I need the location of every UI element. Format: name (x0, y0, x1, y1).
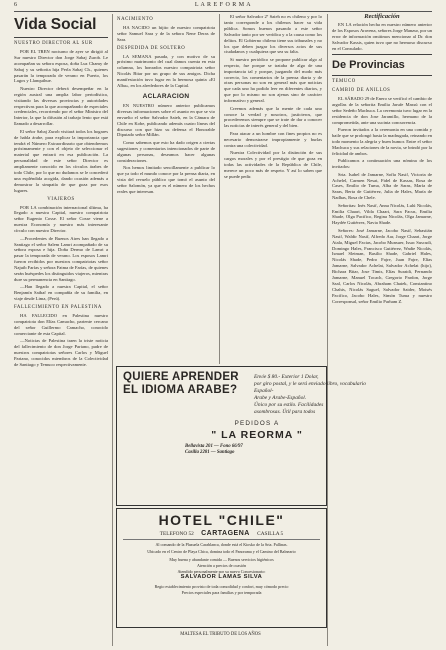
section-rule (332, 75, 432, 76)
paragraph: Fueron invitados a la ceremonia en una comida y baile que se prolongó hasta la madrugada, reinando en todo momento la alegría y buen humor. Entre el señor Machuca y sus relaciones de la novia, se brindó por la felicidad de ambos. (332, 127, 432, 156)
header-rule (14, 11, 432, 12)
ad-casilla-line: Casilla 2281 — Santiago (185, 449, 235, 455)
hotel-line: Ubicado en el Centro de Playa Chica, domina todo el Panorama y el Camino del Balneario (147, 549, 296, 554)
subheading-cambio-de-anillos: CAMBIO DE ANILLOS (332, 88, 391, 94)
column-divider (112, 14, 113, 646)
heading-temuco: TEMUCO (332, 79, 356, 85)
paragraph: Si nuestro periódico se propone publicar algo al respecto, fue porque se trataba de algo de una importancia tal y porque, juzgando del modo más correcto, los comentarios de la prensa diaria y de otras personas no son en general más que noticias que cada uno ha podido leer en diferentes diarios, y que por lo mismo no son ajenas sino de carácter informativo y general. (224, 56, 322, 104)
paragraph: Para atacar a un hombre con fines propios no es necesario demostrarse impropiamente y burlas contra una colectividad. (224, 130, 322, 148)
title-rule (14, 37, 108, 38)
paragraph: EN NUESTRO número anterior publicamos diversas informaciones sobre el asunto en que se vio envuelto el señor Salvador Saieh, en la Cámara de Chile en Kobe, publicando además cuatro líneas del discurso con que hizo su defensa el Honorable Diputado señor Millán. (117, 102, 215, 138)
ad-brand: " LA REORMA " (211, 429, 303, 441)
paragraph: HA FALLECIDO en Palestina nuestro compatriota don Elías Camacho, pariente cercano del señor Guillermo Camacho, conocido comerciante de esta Capital. (14, 312, 108, 336)
ad-body-line: asombrosas. Útil para todos (254, 409, 316, 415)
hotel-line: Regio establecimiento provisto de toda comodidad y confort, muy cómodo precio (154, 584, 289, 589)
section-title-vida-social: Vida Social (14, 16, 97, 33)
hotel-proprietor: SALVADOR LAMAS SILVA (180, 574, 263, 580)
paragraph: EL SÁBADO 29 de Enero se verificó el cambio de argollas de la señorita Emilia Jarufe Massú con el señor Sedeño Machuca. La ceremonia tuvo lugar en la residencia de don Jose Jaramillo, hermano de la comprometida, ante una sucinta concurrencia. (332, 96, 432, 125)
heading-fallecimiento: FALLECIMIENTO EN PALESTINA (14, 305, 102, 311)
page-number: 6 (14, 2, 17, 8)
paragraph: Creemos además que la mente de cada uno conoce la verdad y nosotros, justicieros, que procederemos siempre que se trate de dar a conocer las noticias de interés general y del bien. (224, 105, 322, 129)
ad-address-line: Bellavista 201 — Fono 66/97 (185, 444, 243, 449)
paragraph: LA SEMANA pasada, y con motivo de su próximo matrimonio del cual damos cuenta en esta columna, los honrados nuestro compatriota señor Nicolás Bitar por un grupo de sus amigos. Dicha manifestación tuvo lugar en la hermosa quinta «El Alba», en los alrededores de la Capital. (117, 53, 215, 89)
ad-body-line: Arabe y Arabe-Español. (254, 395, 307, 401)
ad-body-line: Envíe $ 80.- Exterior 1 Dolar, (254, 374, 319, 380)
column-2 (117, 14, 215, 364)
hotel-line: Atención a precios de ocasión (196, 563, 247, 568)
guest-list-misses: Señoritas: Inés Nasif, Anna Nicolás, Lulú Nicolás, Emilia Chaari, Vilda Chaari, Sara Facus, Emilia Shade, Olga Pacifico, Regina Nicolás, Olga Jamarne, Haydée Gutiérrez, Navia Shade. (332, 202, 432, 226)
paragraph: Nuestra Colectividad por la distinción de sus cargos morales y por el prestigio de que goza en todas las actividades de la República de Chile, merece un poco más de respeto. Y así lo saben que se puede pedir. (224, 149, 322, 179)
advertisement-arabic-course (116, 366, 366, 506)
paragraph: —Procedentes de Buenos Aires han llegado a Santiago el señor Salem Lamri acompañado de su señora esposa e hija. Doña Dermo de Lamri a pasar la temporada de verano. Los esposos Lamri fueron recibidos por nuestros compatriotas señor Najuib Farías y señora Fatma de Farías, de quienes serán huéspedes los distinguidos viajeros, mientras dure su permanencia en Santiago. (14, 235, 108, 282)
column-divider (219, 14, 220, 364)
column-3 (224, 14, 322, 364)
hotel-line: Muy buena y abundante comida — Buenos servicios higiénicos (169, 557, 274, 562)
heading-nuestro-director: NUESTRO DIRECTOR AL SUR (14, 41, 93, 46)
section-title-de-provincias: De Provincias (332, 59, 405, 72)
newspaper-name: L A R E F O R M A (194, 2, 252, 8)
paragraph: Publicamos a continuación una nómina de los invitados: (332, 158, 432, 170)
paragraph: Como sabemos que esto ha dado origen a ciertas sugestiones y comentarios intencionados de parte de algunas personas, deseamos hacer algunas consideraciones. (117, 139, 215, 163)
column-4 (332, 14, 432, 646)
paragraph: POR EL TREN nocturno de ayer se dirigió al Sur nuestro Director don Jorge Sabaj Zurob. Le acompañan su señora esposa, doña Luz Chamy de Sabaj y su señorita hija Perla Sabaj Ch., quienes pasarán la temporada de verano en Puerto, los Lagos y Llanquihue. (14, 48, 108, 84)
footer-tribute: MALTESA EL TRIBUTO DE LOS AÑOS (180, 632, 261, 637)
hotel-line: Al comando de la Plazuela Carablanca, donde está el Kiosko de la Srta. Pallinas. (155, 542, 288, 547)
paragraph: —Noticias de Palestina traen la triste noticia del fallecimiento de don Jorge Pariano, padre de nuestros compatriotas señores Carlos y Miguel Pariano, conocidos miembros de la Colectividad de Santiago y Temuco respectivamente. (14, 338, 108, 367)
hotel-line: Atendido personalmente por su nuevo Concesionario: (177, 569, 266, 574)
hotel-name: HOTEL "CHILE" (158, 512, 285, 528)
ad-body-line: por giro postal, y le será enviado libro, vocabulario Español- (254, 381, 366, 394)
column-1 (14, 14, 108, 646)
heading-aclaracion: ACLARACION (142, 92, 190, 100)
ad-divider (123, 539, 320, 540)
paragraph: El señor Sabaj Zurob visitará todos los hogares de habla árabe, para explicar la importancia que tendrá el Número Extraordinario que obtendremos próximamente y con el objeto de seleccionar el material que entrará en esa publicación. La personalidad de este señor Director es ampliamente conocido en los círculos árabes de todo Chile, por lo que no dudamos se le concederá una espléndida acogida, dando ocasión además a demostrar la simpatía de que goza por esos lugares. (14, 128, 108, 193)
paragraph: HA NACIDO un hijito de nuestro compatriota señor Samuel Sara y de la señora Nene Deras de Sara. (117, 24, 215, 42)
section-rule (332, 54, 432, 55)
paragraph: —Han llegado a nuestra Capital, el señor Benjamín Saibaf en compañía de su familia, en viaje desde Lima, (Perú). (14, 284, 108, 302)
ad-body-line: Único por su estilo. Facilidades (254, 402, 324, 408)
guest-list-gentlemen: Señores: José Jamarne, Jacobo Nasif, Sebastián Nasif, Waldir Nasif, Alfredo Aar, Jorge Chaari, Jorge Atala, Miguel Facias, Jacobo Munsuer, Issac Suscudi, Domingo Hales, Francisco Gutiérrez, Wadie Nicolás, Ismael Sleiman, Basilio Shade, Gabriel Hales, Nicolás Shade, Pedro Fajre, Juan Fajre, Elías Jamarne, Salvador Achelat, Salvador Achelat (hijo), Bichara Bitar, Jose Timis, Elías Suraidi, Fernando Jamarne, Manuel Tocach, Gregorio Pardon, Jorge Saal, Carlos Nicolás, Abraham Chaiek, Constantino Chahis, Nicolás Saguel, Salvador Saider, Moisés Pacifico, Jacobo Hales, Simón Tuma y nuestro Corresponsal, señor Emilio Parham Z. (332, 227, 432, 304)
paragraph: Nos hemos limitado sencillamente a publicar lo que ya todo el mundo conoce por la prensa diaria, en vista del revuelo público que tomó el asunto del señor Salomón, ya que es el número de los hechos reales que interesan. (117, 164, 215, 194)
paragraph: El señor Salvador 2º Saieh no es chileno y por lo tanto corresponde a los chilenos hacer su vida pública. Somos buenos pasando a este señor Salvador tanto por ser verídica y a la causa como los delitos. El Gobierno chileno tiene sus tribunales y no los que deben juzgar los diversos actos de sus ciudadanos y cualquiera que sea su falta. (224, 14, 322, 55)
heading-viajeros: VIAJEROS (47, 196, 75, 202)
column-divider (327, 14, 328, 646)
advertisement-hotel-chile (116, 508, 327, 628)
hotel-phone: TELEFONO 52 (159, 531, 194, 537)
ad-orders-label: PEDIDOS A (234, 420, 280, 427)
paragraph: EN LA relación hecha en nuestro número anterior de los Esposos Aravena, señores Jorge Manzur, por un error de información omitimos mencionar al Dr. don Salvador Kassis, quien tuvo que no hermoso discurso en el Consulado. (332, 21, 433, 51)
guest-list-ladies: Srta. Isabel de Jamarne, Sofía Nasif, Victoria de Achelel, Carmen Nesat, Fidel de Kassas, Rosa de Cases, Emilio de Tuma, Alba de Saras, María de Saras, Berta de Gutiérrez, Julia de Hales, María de Nadhas, Rosa de Chele. (332, 171, 432, 201)
hotel-contact-line (117, 530, 326, 537)
heading-rectificacion: Rectificación (364, 13, 400, 20)
ad-address (185, 444, 375, 456)
heading-nacimiento: NACIMIENTO (117, 17, 154, 22)
heading-despedida: DESPEDIDA DE SOLTERO (117, 45, 186, 51)
paragraph: Nuestro Director deberá desempeñar en la región austral una amplia labor periodística, visitando las diversas provincias y autoridades respectivas para la que acompañando de especiales credenciales, recorriendo por el señor Ministro del Interior, la que la difusión al trabajo lento que está llamado a desarrollar. (14, 85, 108, 127)
ad-body (254, 374, 372, 416)
ad-headline: QUIERE APRENDER EL IDIOMA ARABE? (123, 371, 239, 396)
hotel-city: CARTAGENA (201, 530, 250, 537)
hotel-line: Precios especiales para familias y por temporada (181, 590, 262, 595)
hotel-casilla: CASILLA 5 (257, 531, 284, 537)
paragraph: POR LA combinación internacional última, ha llegado a nuestra Capital, nuestro compatriota señor Eugenio Cosse. El señor Cosse viene a nuestra Economía y nuestro más interesante círculo con nuestro Director. (14, 204, 108, 234)
